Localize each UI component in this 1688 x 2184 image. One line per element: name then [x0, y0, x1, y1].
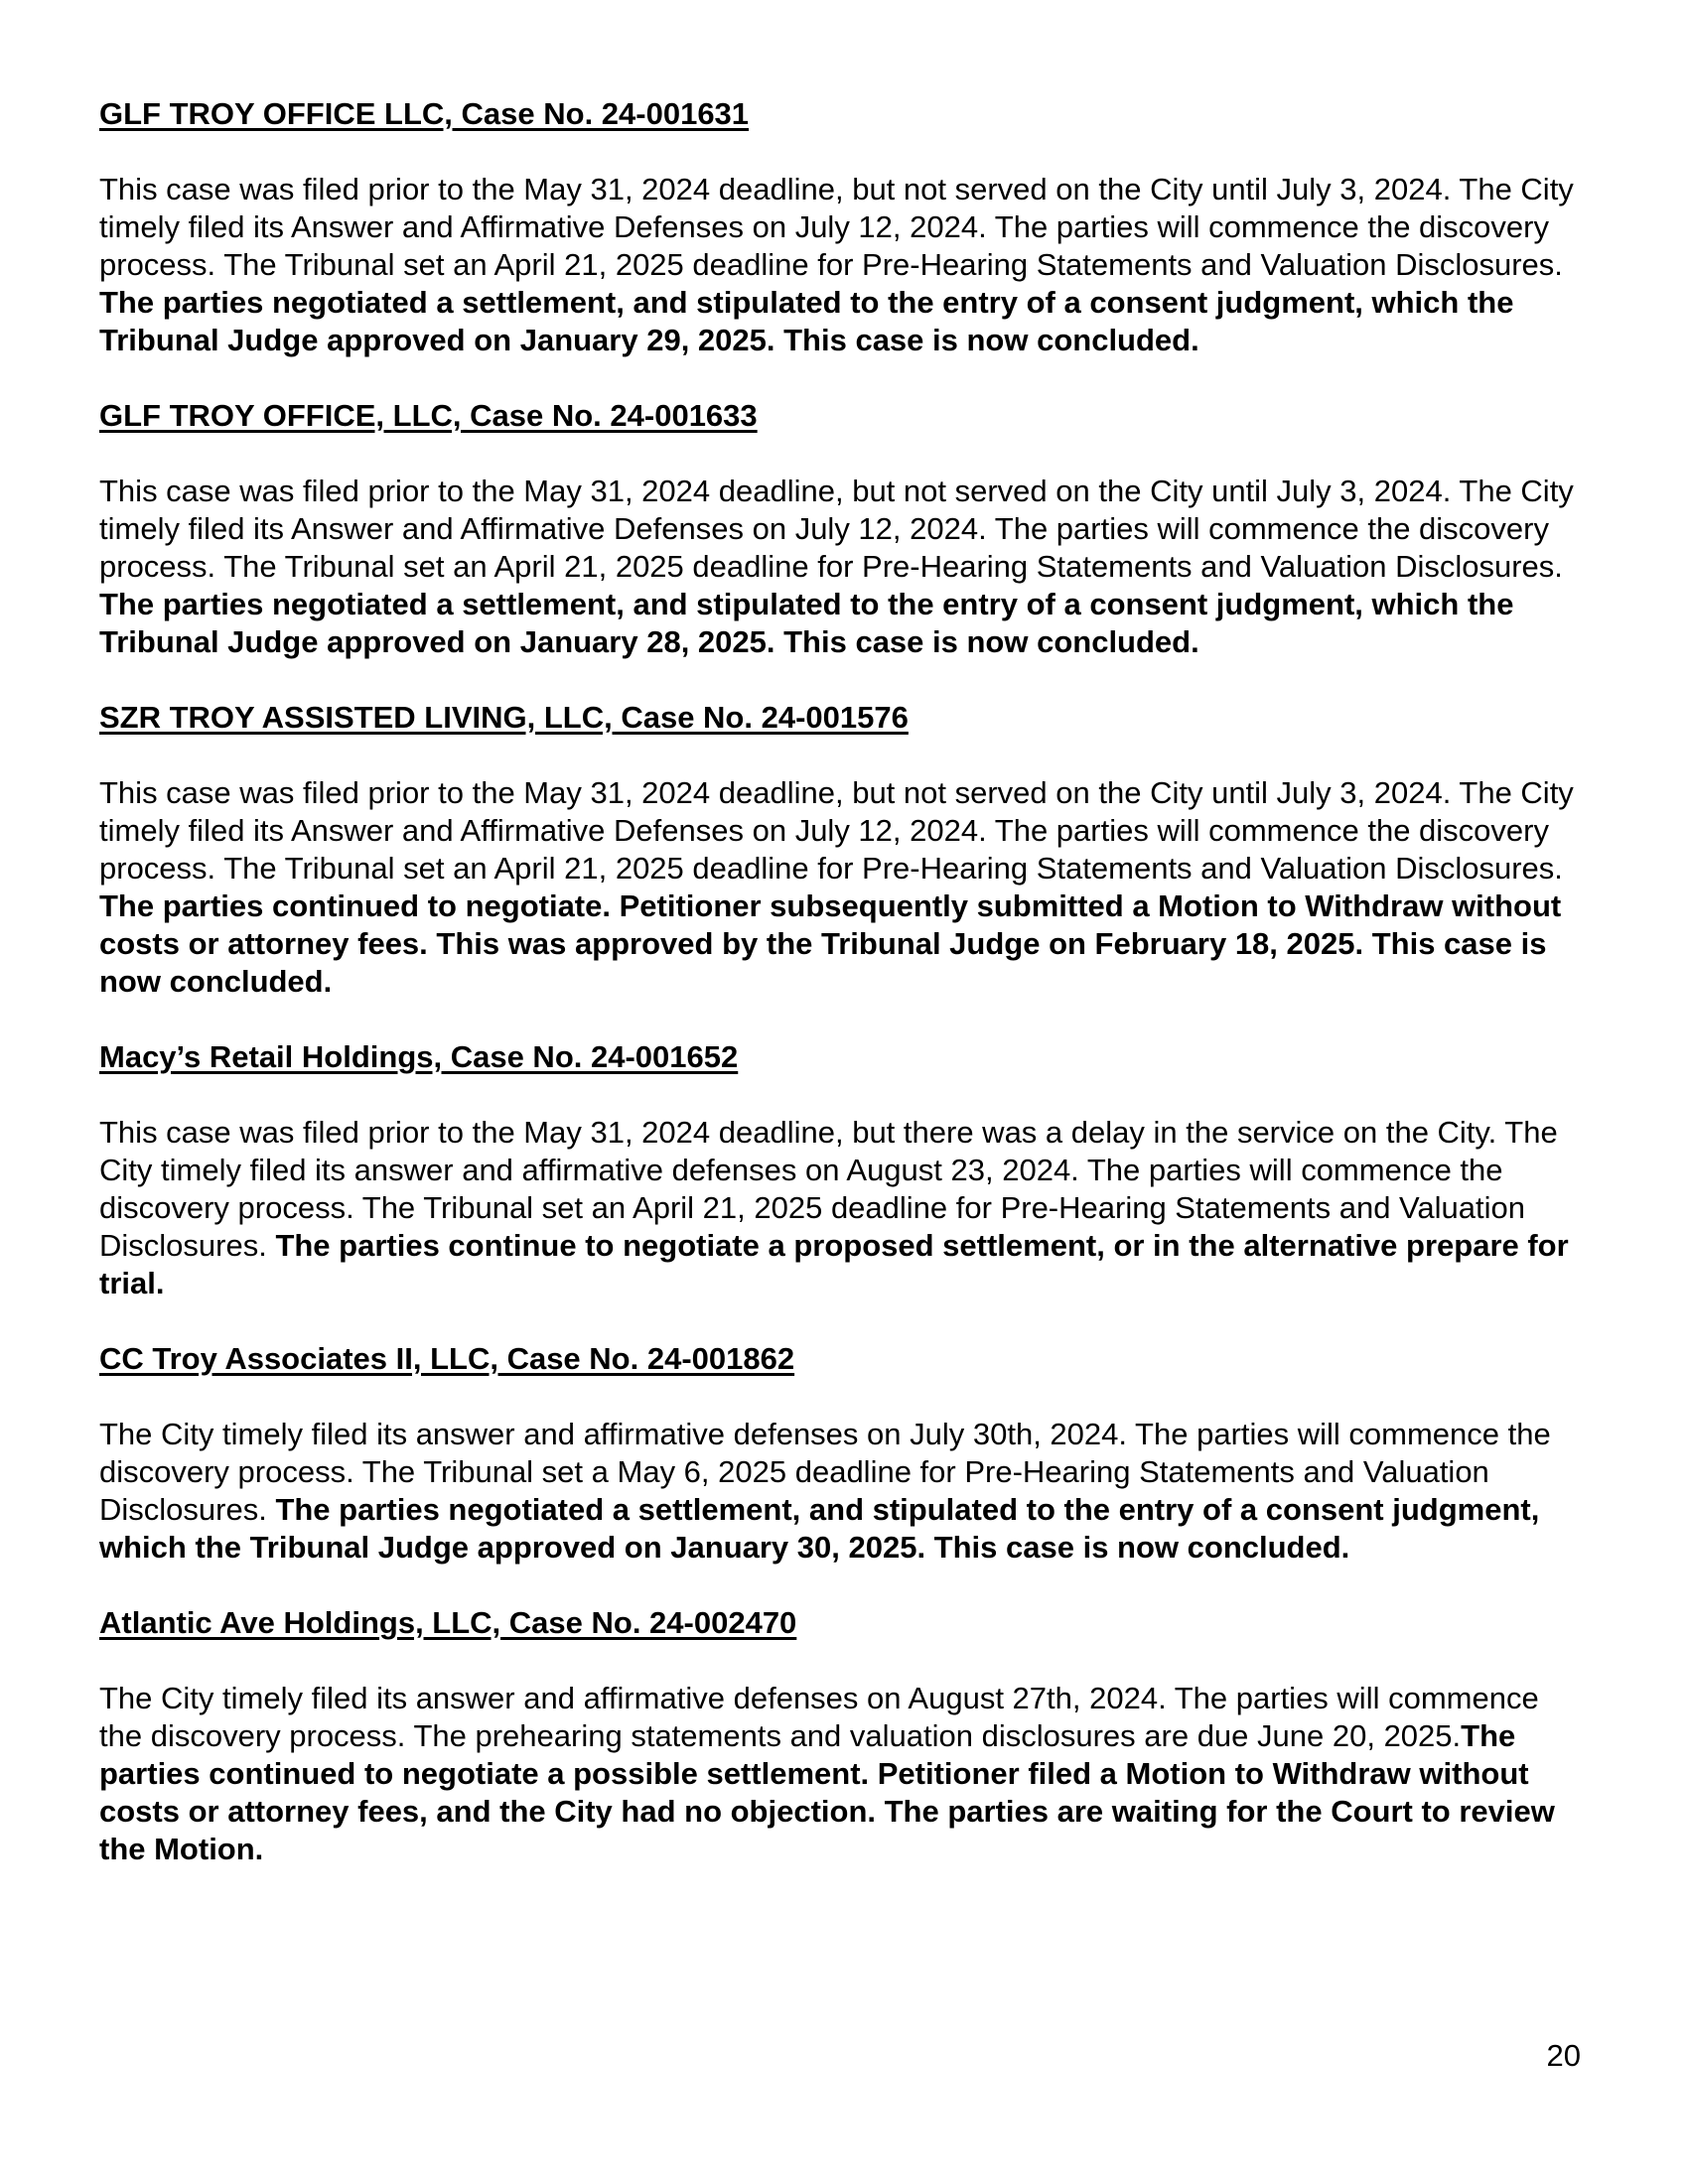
page-number: 20	[1546, 2038, 1581, 2073]
case-heading: CC Troy Associates II, LLC, Case No. 24-001862	[99, 1341, 795, 1376]
case-section	[99, 1038, 1589, 1302]
case-section	[99, 1604, 1589, 1868]
case-description	[99, 774, 1589, 1001]
case-status-text: The City timely filed its answer and affirmative defenses on July 30th, 2024. The parties will commence the discovery process. The Tribunal set a May 6, 2025 deadline for Pre-Hearing Statements and Valuation Disclosures.	[99, 1417, 1551, 1527]
case-section	[99, 95, 1589, 359]
case-status-text: The City timely filed its answer and affirmative defenses on August 27th, 2024. The parties will commence the discovery process. The prehearing statements and valuation disclosures are due June 20, 2025.	[99, 1681, 1539, 1753]
case-status-text: This case was filed prior to the May 31, 2024 deadline, but not served on the City until July 3, 2024. The City timely filed its Answer and Affirmative Defenses on July 12, 2024. The parties will commence the discovery process. The Tribunal set an April 21, 2025 deadline for Pre-Hearing Statements and Valuation Disclosures.	[99, 775, 1574, 886]
case-heading: SZR TROY ASSISTED LIVING, LLC, Case No. 24-001576	[99, 700, 909, 735]
case-section	[99, 1340, 1589, 1567]
case-outcome-text: The parties negotiated a settlement, and stipulated to the entry of a consent judgment, which the Tribunal Judge approved on January 28, 2025. This case is now concluded.	[99, 587, 1514, 659]
case-outcome-text: The parties continue to negotiate a proposed settlement, or in the alternative prepare for trial.	[99, 1228, 1569, 1300]
case-section	[99, 699, 1589, 1001]
case-description	[99, 1416, 1589, 1567]
case-description	[99, 1114, 1589, 1302]
case-status-text: This case was filed prior to the May 31, 2024 deadline, but there was a delay in the service on the City. The City timely filed its answer and affirmative defenses on August 23, 2024. The parties will commence the discovery process. The Tribunal set an April 21, 2025 deadline for Pre-Hearing Statements and Valuation Disclosures.	[99, 1115, 1558, 1263]
case-heading: Atlantic Ave Holdings, LLC, Case No. 24-002470	[99, 1605, 797, 1640]
case-outcome-text: The parties continued to negotiate a possible settlement. Petitioner filed a Motion to Withdraw without costs or attorney fees, and the City had no objection. The parties are waiting for the Court to review the Motion.	[99, 1718, 1555, 1866]
case-heading: GLF TROY OFFICE LLC, Case No. 24-001631	[99, 96, 750, 131]
case-section	[99, 397, 1589, 661]
case-status-text: This case was filed prior to the May 31, 2024 deadline, but not served on the City until July 3, 2024. The City timely filed its Answer and Affirmative Defenses on July 12, 2024. The parties will commence the discovery process. The Tribunal set an April 21, 2025 deadline for Pre-Hearing Statements and Valuation Disclosures.	[99, 172, 1574, 282]
case-outcome-text: The parties negotiated a settlement, and stipulated to the entry of a consent judgment, which the Tribunal Judge approved on January 29, 2025. This case is now concluded.	[99, 285, 1514, 357]
case-outcome-text: The parties negotiated a settlement, and stipulated to the entry of a consent judgment, which the Tribunal Judge approved on January 30, 2025. This case is now concluded.	[99, 1492, 1540, 1565]
case-description	[99, 473, 1589, 661]
document-page	[99, 95, 1589, 1906]
case-heading: GLF TROY OFFICE, LLC, Case No. 24-001633	[99, 398, 758, 433]
case-status-text: This case was filed prior to the May 31, 2024 deadline, but not served on the City until July 3, 2024. The City timely filed its Answer and Affirmative Defenses on July 12, 2024. The parties will commence the discovery process. The Tribunal set an April 21, 2025 deadline for Pre-Hearing Statements and Valuation Disclosures.	[99, 474, 1574, 584]
case-description	[99, 171, 1589, 359]
case-outcome-text: The parties continued to negotiate. Petitioner subsequently submitted a Motion to Withdraw without costs or attorney fees. This was approved by the Tribunal Judge on February 18, 2025. This case is now concluded.	[99, 888, 1562, 999]
case-description	[99, 1680, 1589, 1868]
case-heading: Macy’s Retail Holdings, Case No. 24-001652	[99, 1039, 739, 1074]
